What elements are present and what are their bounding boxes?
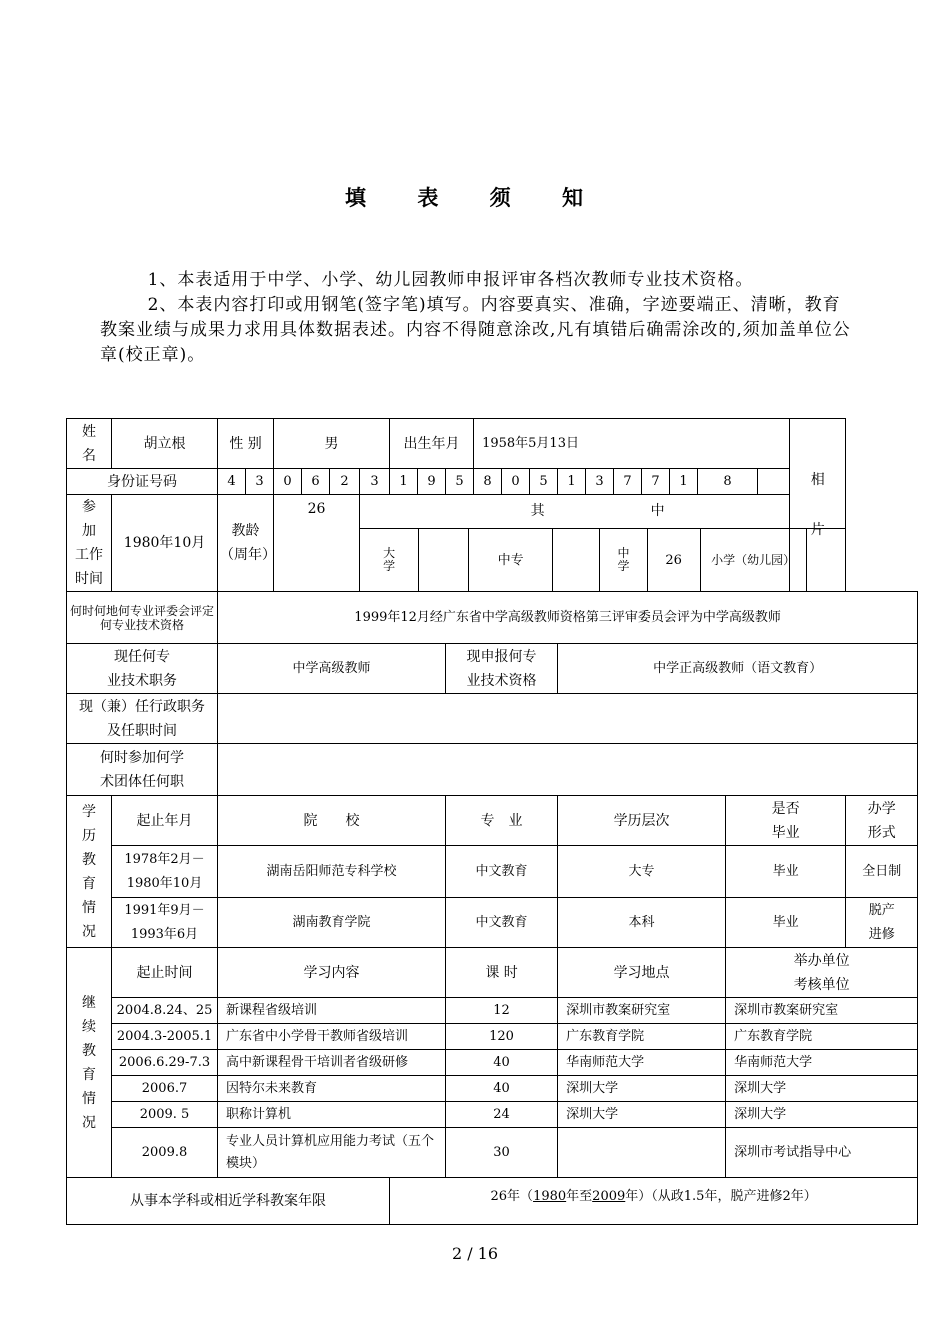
continuing-content: 职称计算机	[218, 1102, 446, 1128]
continuing-location: 深圳大学	[558, 1102, 726, 1128]
work-start-label: 参 加 工作时间	[67, 495, 112, 592]
education-header-mode: 办学 形式	[846, 796, 918, 846]
education-major: 中文教育	[446, 846, 558, 898]
continuing-content: 广东省中小学骨干教师省级培训	[218, 1024, 446, 1050]
id-digit: 8	[474, 469, 502, 495]
continuing-location: 广东教育学院	[558, 1024, 726, 1050]
continuing-period: 2006.7	[112, 1076, 218, 1102]
id-label: 身份证号码	[67, 469, 218, 495]
continuing-row	[67, 1076, 918, 1102]
name-value: 胡立根	[112, 419, 218, 469]
id-digit: 0	[274, 469, 302, 495]
continuing-organizer: 深圳市教案研究室	[726, 998, 918, 1024]
continuing-location: 深圳大学	[558, 1076, 726, 1102]
education-header-level: 学历层次	[558, 796, 726, 846]
continuing-header-organizer: 举办单位 考核单位	[726, 948, 918, 998]
birth-label: 出生年月	[390, 419, 474, 469]
education-school: 湖南教育学院	[218, 898, 446, 948]
education-header-graduated: 是否 毕业	[726, 796, 846, 846]
years-prefix: 26年（	[490, 1189, 534, 1204]
continuing-period: 2009. 5	[112, 1102, 218, 1128]
id-digit: 3	[586, 469, 614, 495]
education-row	[67, 846, 918, 898]
continuing-period: 2009.8	[112, 1128, 218, 1178]
id-digit: 4	[218, 469, 246, 495]
gender-label: 性 别	[218, 419, 274, 469]
continuing-header-content: 学习内容	[218, 948, 446, 998]
page-number: 2 / 16	[451, 1244, 499, 1263]
continuing-organizer: 华南师范大学	[726, 1050, 918, 1076]
id-digit: 1	[390, 469, 418, 495]
id-digit: 7	[614, 469, 642, 495]
middle-school-value: 26	[647, 529, 700, 591]
years-mid: 年至	[566, 1189, 593, 1204]
current-post-value: 中学高级教师	[218, 644, 446, 694]
continuing-content: 因特尔未来教育	[218, 1076, 446, 1102]
continuing-content: 新课程省级培训	[218, 998, 446, 1024]
education-graduated: 毕业	[726, 846, 846, 898]
years-start: 1980	[533, 1189, 567, 1204]
continuing-organizer: 广东教育学院	[726, 1024, 918, 1050]
id-digit: 0	[502, 469, 530, 495]
id-digit: 2	[330, 469, 360, 495]
among-subtable	[360, 495, 845, 591]
years-end: 2009	[592, 1189, 626, 1204]
applying-label: 现申报何专 业技术资格	[446, 644, 558, 694]
education-school: 湖南岳阳师范专科学校	[218, 846, 446, 898]
id-digit: 1	[558, 469, 586, 495]
continuing-content: 专业人员计算机应用能力考试（五个模块）	[218, 1128, 446, 1178]
continuing-content: 高中新课程骨干培训者省级研修	[218, 1050, 446, 1076]
id-digit: 3	[246, 469, 274, 495]
application-form	[66, 418, 918, 1225]
id-digit: 9	[418, 469, 446, 495]
work-start-value: 1980年10月	[112, 495, 218, 592]
continuing-organizer: 深圳大学	[726, 1076, 918, 1102]
education-major: 中文教育	[446, 898, 558, 948]
education-header-major: 专 业	[446, 796, 558, 846]
education-period: 1978年2月－ 1980年10月	[112, 846, 218, 898]
continuing-row	[67, 1024, 918, 1050]
name-label: 姓 名	[67, 419, 112, 469]
continuing-row	[67, 1128, 918, 1178]
teaching-years-value: 26	[274, 495, 360, 592]
continuing-row	[67, 998, 918, 1024]
admin-post-value	[218, 694, 918, 744]
continuing-location	[558, 1128, 726, 1178]
academic-value	[218, 744, 918, 796]
continuing-hours: 120	[446, 1024, 558, 1050]
id-digit: 5	[530, 469, 558, 495]
continuing-header-hours: 课 时	[446, 948, 558, 998]
education-row	[67, 898, 918, 948]
continuing-location: 深圳市教案研究室	[558, 998, 726, 1024]
continuing-organizer: 深圳市考试指导中心	[726, 1128, 918, 1178]
teaching-years-label: 教龄 （周年）	[218, 495, 274, 592]
continuing-header-period: 起止时间	[112, 948, 218, 998]
continuing-header-location: 学习地点	[558, 948, 726, 998]
continuing-row	[67, 1102, 918, 1128]
education-mode: 脱产 进修	[846, 898, 918, 948]
continuing-period: 2004.3-2005.1	[112, 1024, 218, 1050]
birth-value: 1958年5月13日	[474, 419, 790, 469]
applying-value: 中学正高级教师（语文教育）	[558, 644, 918, 694]
prior-qualification-label: 何时何地何专业评委会评定何专业技术资格	[67, 592, 218, 644]
continuing-section-label: 继 续 教 育 情 况	[67, 948, 112, 1178]
university-value	[419, 529, 469, 591]
id-digit: 1	[670, 469, 698, 495]
instruction-2: 2、本表内容打印或用钢笔(签字笔)填写。内容要真实、准确，字迹要端正、清晰，教育教案业绩与成果力求用具体数据表述。内容不得随意涂改,凡有填错后确需涂改的,须加盖单位公章(校正章)。	[100, 295, 851, 365]
continuing-hours: 40	[446, 1076, 558, 1102]
education-graduated: 毕业	[726, 898, 846, 948]
years-value	[390, 1178, 918, 1225]
continuing-hours: 12	[446, 998, 558, 1024]
education-level: 大专	[558, 846, 726, 898]
id-digit: 8	[698, 469, 758, 495]
university-label: 大 学	[360, 529, 419, 591]
instructions	[100, 268, 858, 368]
among-label: 其 中	[360, 495, 845, 529]
id-digit: 5	[446, 469, 474, 495]
education-section-label: 学 历 教 育 情 况	[67, 796, 112, 948]
education-mode: 全日制	[846, 846, 918, 898]
continuing-period: 2006.6.29-7.3	[112, 1050, 218, 1076]
education-period: 1991年9月－ 1993年6月	[112, 898, 218, 948]
id-digit: 6	[302, 469, 330, 495]
continuing-organizer: 深圳大学	[726, 1102, 918, 1128]
instruction-1: 1、本表适用于中学、小学、幼儿园教师申报评审各档次教师专业技术资格。	[147, 270, 754, 290]
middle-school-label: 中 学	[600, 529, 647, 591]
id-digit: 7	[642, 469, 670, 495]
education-level: 本科	[558, 898, 726, 948]
photo-label-1: 相	[810, 472, 825, 488]
continuing-hours: 30	[446, 1128, 558, 1178]
page-title: 填 表 须 知	[345, 185, 605, 210]
prior-qualification-value: 1999年12月经广东省中学高级教师资格第三评审委员会评为中学高级教师	[218, 592, 918, 644]
continuing-period: 2004.8.24、25	[112, 998, 218, 1024]
id-digit: 3	[360, 469, 390, 495]
among-cell	[360, 495, 846, 592]
continuing-hours: 40	[446, 1050, 558, 1076]
primary-label: 小学（幼儿园）	[700, 529, 806, 591]
years-suffix: 年）（从政1.5年，脱产进修2年）	[625, 1189, 817, 1204]
continuing-location: 华南师范大学	[558, 1050, 726, 1076]
gender-value: 男	[274, 419, 390, 469]
years-label: 从事本学科或相近学科教案年限	[67, 1178, 390, 1225]
admin-post-label: 现（兼）任行政职务 及任职时间	[67, 694, 218, 744]
academic-label: 何时参加何学 术团体任何职	[67, 744, 218, 796]
continuing-row	[67, 1050, 918, 1076]
photo-label-2: 片	[810, 522, 825, 538]
current-post-label: 现任何专 业技术职务	[67, 644, 218, 694]
education-header-period: 起止年月	[112, 796, 218, 846]
continuing-hours: 24	[446, 1102, 558, 1128]
education-header-school: 院 校	[218, 796, 446, 846]
vocational-label: 中专	[469, 529, 553, 591]
vocational-value	[552, 529, 599, 591]
